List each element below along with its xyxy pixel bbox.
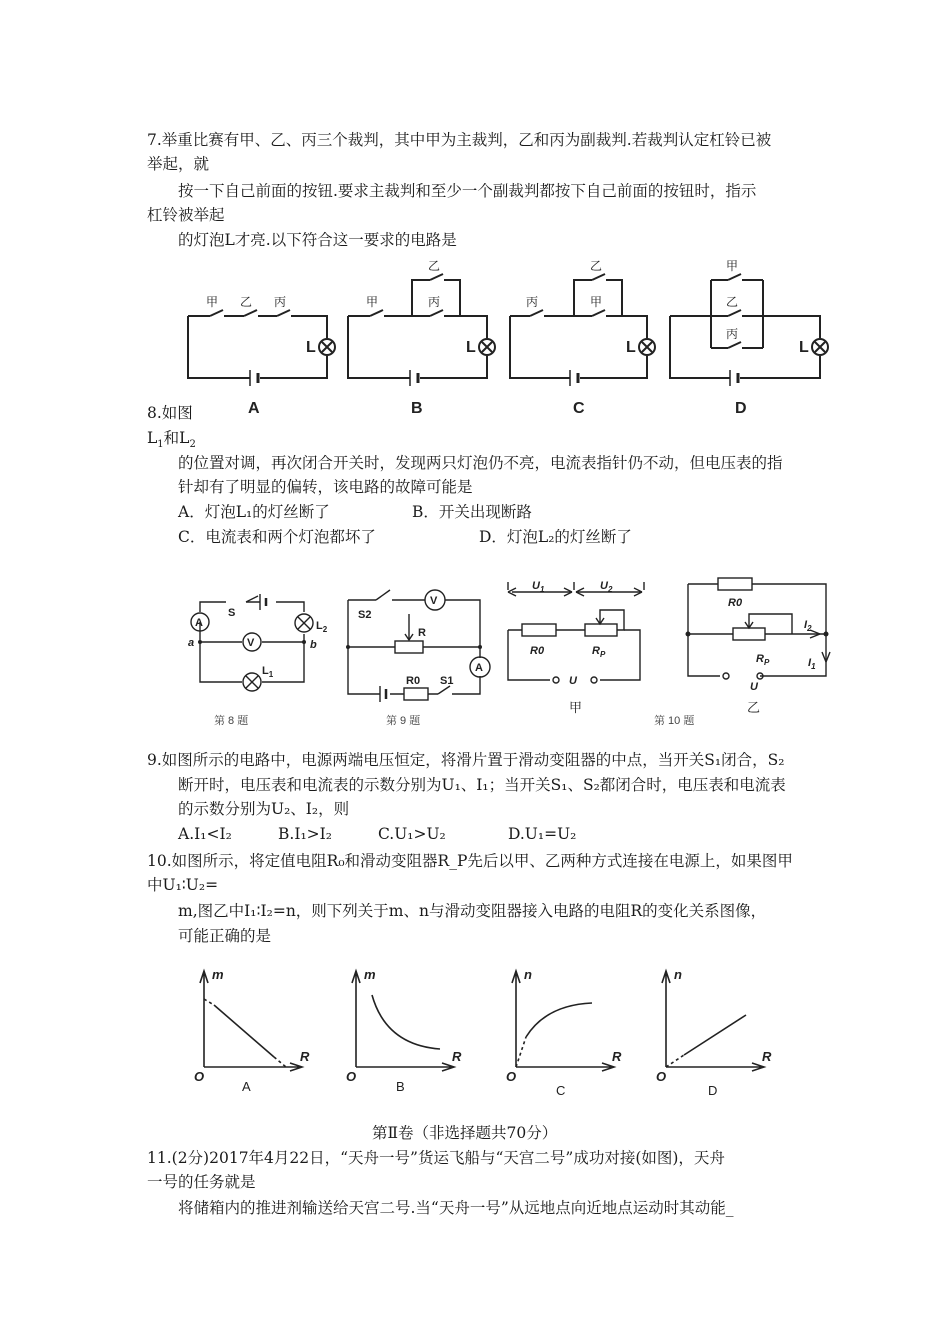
q7d-jia: 甲 — [726, 259, 739, 273]
q7d-lamp-label: L — [799, 339, 809, 356]
fig9-s1-label: S1 — [440, 675, 454, 687]
q10-line4: 可能正确的是 — [178, 927, 272, 945]
q7c-lamp-label: L — [626, 339, 636, 356]
fig10-u1-label: $U_1$ — [532, 580, 545, 594]
q7d-bing: 丙 — [726, 327, 739, 341]
q8-line2: $L_1$和$L_2$ — [147, 429, 196, 451]
q10-line3: m,图乙中I₁∶I₂=n，则下列关于m、n与滑动变阻器接入电路的电阻R的变化关系图像， — [178, 902, 767, 920]
fig9-voltmeter-label: V — [430, 595, 438, 607]
graph-c-ylabel: n — [524, 967, 532, 982]
graph-c-origin: O — [506, 1069, 517, 1084]
fig10-yi-rp: $R_P$ — [756, 653, 770, 667]
fig9-ammeter-label: A — [475, 662, 483, 674]
q7-line2: 举起，就 — [147, 155, 210, 173]
q7d-yi: 乙 — [726, 295, 739, 309]
q7-line1: 7.举重比赛有甲、乙、丙三个裁判，其中甲为主裁判，乙和丙为副裁判.若裁判认定杠铃已被 — [147, 131, 772, 149]
fig10-i2-label: $I_2$ — [804, 619, 812, 633]
q7-option-c: C — [573, 400, 585, 417]
fig10-yi-u: U — [750, 681, 758, 693]
graph-a-ylabel: m — [212, 967, 224, 982]
q10-line1: 10.如图所示，将定值电阻R₀和滑动变阻器R_P先后以甲、乙两种方式连接在电源上，如果图甲 — [147, 852, 793, 870]
fig8-l1-label: $L_1$ — [262, 665, 274, 679]
q11-line1: 11.(2分)2017年4月22日，“天舟一号”货运飞船与“天宫二号”成功对接(如图)，天舟 — [147, 1149, 725, 1167]
graph-d-label: D — [708, 1083, 718, 1098]
q9-option-d: D.U₁=U₂ — [508, 825, 577, 843]
q8-line4: 针却有了明显的偏转，该电路的故障可能是 — [178, 478, 473, 496]
graph-a-label: A — [242, 1079, 251, 1094]
q9-line1: 9.如图所示的电路中，电源两端电压恒定，将滑片置于滑动变阻器的中点，当开关S₁闭合，S₂ — [147, 751, 785, 769]
q7b-yi: 乙 — [428, 259, 441, 273]
q7a-bing: 丙 — [274, 295, 287, 309]
q7-line3: 按一下自己前面的按钮.要求主裁判和至少一个副裁判都按下自己前面的按钮时，指示 — [178, 182, 757, 200]
fig10-i1-label: $I_1$ — [808, 657, 816, 671]
fig10-jia-u: U — [569, 675, 577, 687]
graph-b-ylabel: m — [364, 967, 376, 982]
graph-c-label: C — [556, 1083, 566, 1098]
q9-option-b: B.I₁>I₂ — [278, 825, 332, 843]
q7-line4: 杠铃被举起 — [147, 206, 225, 224]
fig8-switch-label: S — [228, 607, 236, 619]
q7b-lamp-label: L — [466, 339, 476, 356]
q7-line5: 的灯泡L才亮.以下符合这一要求的电路是 — [178, 231, 457, 249]
part2-title: 第Ⅱ卷（非选择题共70分） — [372, 1124, 558, 1142]
q7c-jia: 甲 — [590, 295, 603, 309]
q7-circuit-diagrams — [180, 258, 840, 418]
q7a-yi: 乙 — [240, 295, 253, 309]
q9-option-c: C.U₁>U₂ — [378, 825, 446, 843]
fig10-u2-label: $U_2$ — [600, 580, 613, 594]
q9-option-a: A.I₁<I₂ — [178, 825, 232, 843]
fig10-yi-r0: R0 — [728, 597, 743, 609]
fig10-jia-label: 甲 — [569, 700, 583, 715]
q9-line3: 的示数分别为U₂、I₂，则 — [178, 800, 350, 818]
graph-b-xlabel: R — [452, 1049, 462, 1064]
q7a-jia: 甲 — [206, 295, 219, 309]
graph-b-origin: O — [346, 1069, 357, 1084]
fig8-l2-label: $L_2$ — [316, 620, 328, 634]
graph-a-xlabel: R — [300, 1049, 310, 1064]
fig8-caption: 第 8 题 — [214, 715, 249, 727]
graph-a-origin: O — [194, 1069, 205, 1084]
fig8-voltmeter-label: V — [247, 637, 255, 649]
figs-8-9-10 — [180, 572, 850, 732]
q7c-yi: 乙 — [590, 259, 603, 273]
graph-b-label: B — [396, 1079, 405, 1094]
q7c-bing: 丙 — [526, 295, 539, 309]
fig8-point-a: a — [188, 637, 195, 649]
graph-d-origin: O — [656, 1069, 667, 1084]
q8-line1: 8.如图 — [147, 404, 193, 422]
q8-line3: 的位置对调，再次闭合开关时，发现两只灯泡仍不亮，电流表指针仍不动，但电压表的指 — [178, 454, 783, 472]
q7-option-d: D — [735, 400, 747, 417]
fig10-yi-label: 乙 — [747, 700, 761, 715]
q11-line3: 将储箱内的推进剂输送给天宫二号.当“天舟一号”从远地点向近地点运动时其动能_ — [178, 1199, 734, 1217]
fig10-jia-r0: R0 — [530, 645, 545, 657]
q11-line2: 一号的任务就是 — [147, 1173, 256, 1191]
q8-option-d: D．灯泡L₂的灯丝断了 — [479, 528, 632, 546]
graph-d-xlabel: R — [762, 1049, 772, 1064]
graph-d-ylabel: n — [674, 967, 682, 982]
q7b-bing: 丙 — [428, 295, 441, 309]
fig10-jia-rp: $R_P$ — [592, 645, 606, 659]
q8-option-b: B．开关出现断路 — [412, 503, 532, 521]
fig10-caption: 第 10 题 — [654, 715, 695, 727]
q10-graphs — [190, 965, 790, 1105]
q7b-jia: 甲 — [366, 295, 379, 309]
q7a-lamp-label: L — [306, 339, 316, 356]
q7-option-b: B — [411, 400, 423, 417]
q9-line2: 断开时，电压表和电流表的示数分别为U₁、I₁；当开关S₁、S₂都闭合时，电压表和电流表 — [178, 776, 786, 794]
fig8-point-b: b — [310, 639, 317, 651]
q10-line2: 中U₁∶U₂= — [147, 876, 219, 894]
fig9-r0-label: R0 — [406, 675, 421, 687]
fig8-ammeter-label: A — [195, 617, 203, 629]
q7-option-a: A — [248, 400, 260, 417]
fig9-caption: 第 9 题 — [386, 715, 421, 727]
graph-c-xlabel: R — [612, 1049, 622, 1064]
fig9-s2-label: S2 — [358, 609, 372, 621]
q8-option-a: A．灯泡L₁的灯丝断了 — [178, 503, 330, 521]
fig9-r-label: R — [418, 627, 426, 639]
q8-option-c: C．电流表和两个灯泡都坏了 — [178, 528, 376, 546]
